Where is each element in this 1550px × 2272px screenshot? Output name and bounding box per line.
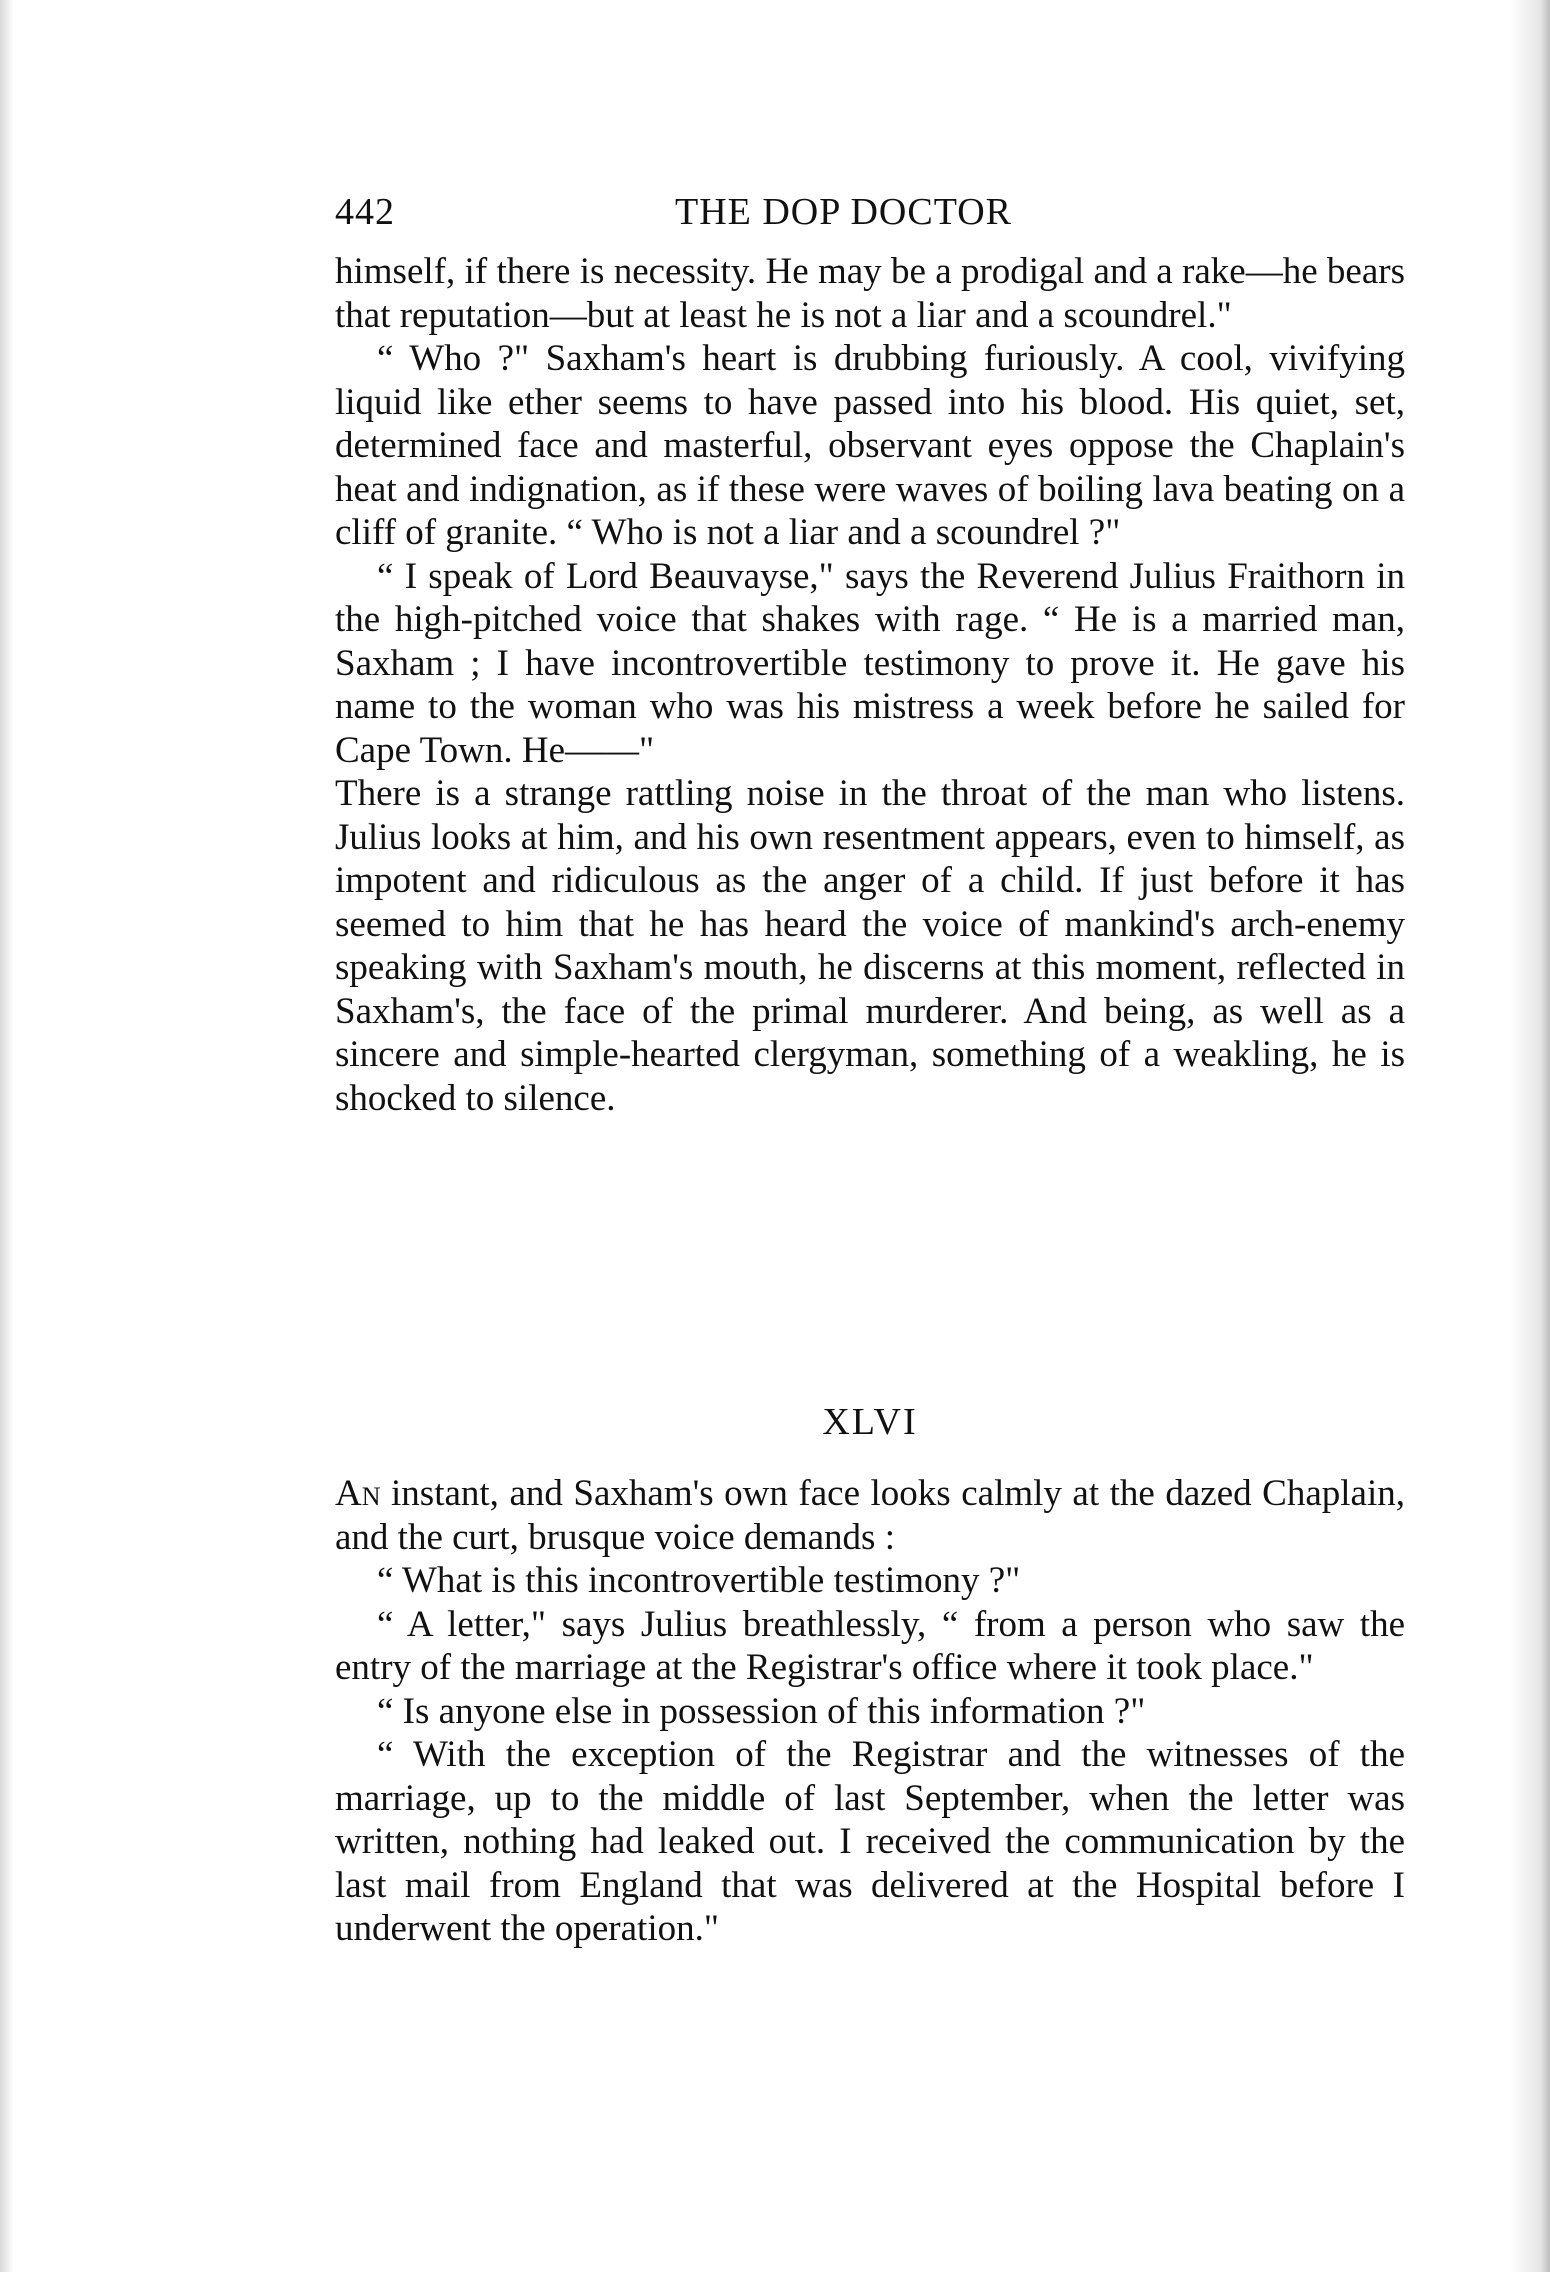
section-1-text — [335, 250, 1405, 1120]
opening-smallcaps: An — [335, 1473, 381, 1514]
page-right-edge — [1510, 0, 1550, 2272]
opening-rest: instant, and Saxham's own face looks calmly at the dazed Chaplain, and the curt, brusque voice demands : — [335, 1473, 1405, 1558]
paragraph-1: himself, if there is necessity. He may be a prodigal and a rake—he bears that reputation—but at least he is not a liar and a scoundrel." — [335, 251, 1405, 336]
paragraph-4: There is a strange rattling noise in the throat of the man who listens. Julius looks at him, and his own resentment appears, even to himself, as impotent and ridiculous as the anger of a child. If just before it has seemed to him that he has heard the voice of mankind's arch-enemy speaking with Saxham's mouth, he discerns at this moment, reflected in Saxham's, the face of the primal murderer. And being, as well as a sincere and simple-hearted clergyman, something of a weakling, he is shocked to silence. — [335, 773, 1405, 1119]
paragraph-8: “ With the exception of the Registrar and the witnesses of the marriage, up to the middle of last September, when the letter was written, nothing had leaked out. I received the communication by the last mail from England that was delivered at the Hospital before I underwent the operation." — [335, 1734, 1405, 1949]
chapter-opening-paragraph — [335, 1472, 1405, 1559]
page-number: 442 — [335, 191, 395, 233]
section-2-text — [335, 1472, 1405, 1951]
paragraph-2: “ Who ?" Saxham's heart is drubbing furiously. A cool, vivifying liquid like ether seems to have passed into his blood. His quiet, set, determined face and masterful, observant eyes oppose the Chaplain's heat and indignation, as if these were waves of boiling lava beating on a cliff of granite. “ Who is not a liar and a scoundrel ?" — [335, 338, 1405, 553]
chapter-heading: XLVI — [822, 1401, 918, 1443]
page-left-edge — [0, 0, 14, 2272]
paragraph-5: “ What is this incontrovertible testimony ?" — [377, 1560, 1021, 1601]
page-header — [335, 190, 1405, 240]
paragraph-3: “ I speak of Lord Beauvayse," says the Reverend Julius Fraithorn in the high-pitched voice that shakes with rage. “ He is a married man, Saxham ; I have incontrovertible testimony to prove it. He gave his name to the woman who was his mistress a week before he sailed for Cape Town. He——" — [335, 555, 1405, 771]
running-title: THE DOP DOCTOR — [675, 191, 1013, 233]
paragraph-6: “ A letter," says Julius breathlessly, “ from a person who saw the entry of the marriage at the Registrar's office where it took place." — [335, 1603, 1405, 1688]
paragraph-7: “ Is anyone else in possession of this information ?" — [377, 1690, 1146, 1732]
